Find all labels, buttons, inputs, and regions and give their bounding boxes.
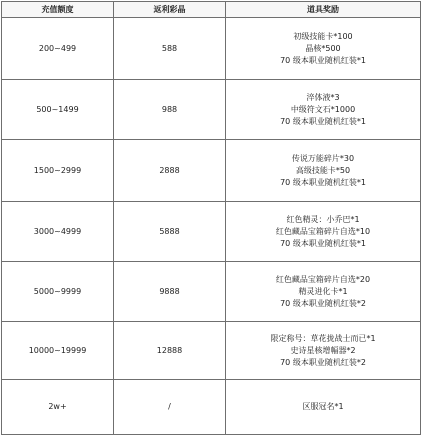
header-item-rewards: 道具奖励 bbox=[226, 2, 421, 18]
table-header-row bbox=[2, 2, 421, 18]
reward-item: 红色藏品宝箱碎片自选*20 bbox=[275, 274, 371, 284]
recharge-reward-table bbox=[1, 1, 421, 435]
rebate-crystals-cell: 12888 bbox=[114, 322, 226, 380]
recharge-range-cell: 1500~2999 bbox=[2, 140, 114, 202]
table-row bbox=[2, 380, 421, 435]
rebate-crystals-cell: 588 bbox=[114, 18, 226, 80]
reward-item: 70 级本职业随机红装*2 bbox=[280, 357, 366, 367]
reward-item: 史诗星核增幅器*2 bbox=[290, 345, 356, 355]
recharge-range-cell: 200~499 bbox=[2, 18, 114, 80]
rebate-crystals-cell: / bbox=[114, 380, 226, 435]
reward-item: 70 级本职业随机红装*2 bbox=[280, 298, 366, 308]
rebate-crystals-cell: 9888 bbox=[114, 262, 226, 322]
item-rewards-cell bbox=[226, 380, 421, 435]
table-row bbox=[2, 18, 421, 80]
reward-item: 红色精灵：小乔巴*1 bbox=[286, 214, 360, 224]
reward-item: 初级技能卡*100 bbox=[293, 31, 353, 41]
header-recharge-amount: 充值额度 bbox=[2, 2, 114, 18]
reward-item: 高级技能卡*50 bbox=[295, 165, 351, 175]
recharge-range-cell: 500~1499 bbox=[2, 80, 114, 140]
header-rebate-crystals: 返利彩晶 bbox=[114, 2, 226, 18]
recharge-range-cell: 2w+ bbox=[2, 380, 114, 435]
reward-item: 中级符文石*1000 bbox=[290, 104, 356, 114]
reward-item: 限定称号：草花拢战士而已*1 bbox=[270, 333, 376, 343]
reward-item: 70 级本职业随机红装*1 bbox=[280, 55, 366, 65]
item-rewards-cell bbox=[226, 140, 421, 202]
item-rewards-cell bbox=[226, 202, 421, 262]
item-rewards-cell bbox=[226, 80, 421, 140]
reward-item: 红色藏品宝箱碎片自选*10 bbox=[275, 226, 371, 236]
recharge-range-cell: 5000~9999 bbox=[2, 262, 114, 322]
table-row bbox=[2, 202, 421, 262]
reward-item: 传说万能碎片*30 bbox=[291, 153, 355, 163]
table-row bbox=[2, 140, 421, 202]
rebate-crystals-cell: 5888 bbox=[114, 202, 226, 262]
item-rewards-cell bbox=[226, 262, 421, 322]
reward-item: 精灵进化卡*1 bbox=[298, 286, 348, 296]
table-row bbox=[2, 262, 421, 322]
recharge-range-cell: 3000~4999 bbox=[2, 202, 114, 262]
rebate-crystals-cell: 2888 bbox=[114, 140, 226, 202]
reward-item: 70 级本职业随机红装*1 bbox=[280, 177, 366, 187]
rebate-crystals-cell: 988 bbox=[114, 80, 226, 140]
table-row bbox=[2, 80, 421, 140]
item-rewards-cell bbox=[226, 322, 421, 380]
recharge-range-cell: 10000~19999 bbox=[2, 322, 114, 380]
reward-item: 70 级本职业随机红装*1 bbox=[280, 116, 366, 126]
reward-item: 区服冠名*1 bbox=[302, 402, 344, 412]
item-rewards-cell bbox=[226, 18, 421, 80]
reward-item: 70 级本职业随机红装*1 bbox=[280, 238, 366, 248]
reward-item: 晶核*500 bbox=[305, 43, 341, 53]
table-row bbox=[2, 322, 421, 380]
reward-item: 淬体液*3 bbox=[306, 92, 340, 102]
